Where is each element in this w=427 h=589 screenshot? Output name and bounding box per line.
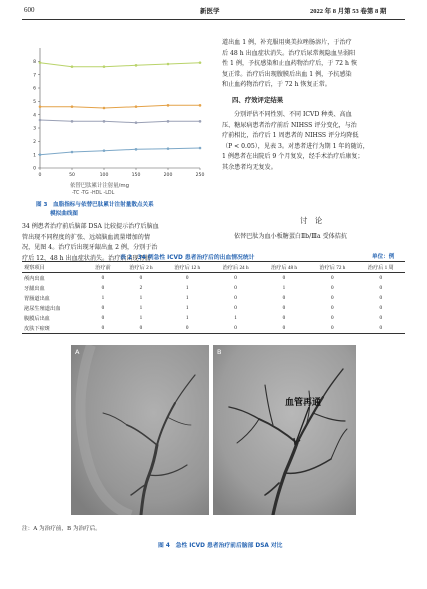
table-cell: 0 <box>282 275 286 281</box>
data-point-tc <box>103 65 106 68</box>
table-cell: 0 <box>331 285 334 291</box>
table-cell: 0 <box>101 305 105 311</box>
series-line-tg <box>40 105 200 108</box>
text-line: 压、糖尿病患者治疗前后 NIHSS 评分变化，与治 <box>222 121 357 129</box>
table-cell: 1 <box>139 315 143 321</box>
table-row <box>22 293 405 303</box>
series-line-tc <box>40 63 200 67</box>
y-tick-label: 4 <box>33 113 36 119</box>
text-line: 后 48 h 出血症状消失。治疗后尿常规隐血呈弱阳 <box>222 49 356 57</box>
table-cell: 0 <box>331 275 334 281</box>
table-cell: 0 <box>234 295 237 301</box>
data-point-tg <box>167 104 170 107</box>
column-header: 治疗前 <box>87 262 119 273</box>
row-label-cell: 皮肤下瘀斑 <box>24 325 50 332</box>
table-cell: 1 <box>139 295 143 301</box>
table-cell: 0 <box>379 295 383 301</box>
column-header: 观察项目 <box>22 262 87 273</box>
figure-4-caption: 图 4 急性 ICVD 患者治疗前后脑部 DSA 对比 <box>158 543 283 549</box>
table-cell: 0 <box>331 305 334 311</box>
y-tick-label: 0 <box>33 166 36 172</box>
text-line: 疗前相比，治疗后 1 周患者的 NIHSS 评分均降低 <box>222 132 359 140</box>
table-cell: 1 <box>185 305 189 311</box>
data-point-tg <box>199 104 202 107</box>
table-cell: 0 <box>379 275 383 281</box>
chart-x-label: 依替巴肽累计注射量/mg <box>70 183 130 189</box>
text-line: （P < 0.05），见表 3。对患者进行为期 1 年的随访， <box>222 142 369 150</box>
angiogram-after <box>213 345 356 515</box>
data-point-tg <box>71 105 74 108</box>
table-cell: 0 <box>101 325 105 331</box>
series-line-ldl <box>40 120 200 123</box>
data-point-ldl <box>39 119 42 122</box>
table-row <box>22 303 405 313</box>
data-point-tc <box>39 61 42 64</box>
y-tick-label: 8 <box>33 59 36 65</box>
table-row <box>22 313 405 323</box>
text-line: 依替巴肽为血小板糖蛋白Ⅱb/Ⅲa 受体拮抗 <box>234 233 347 240</box>
text-line: 分别评估不同性别、不同 ICVD 种类、高血 <box>234 111 352 118</box>
panel-label-b: B <box>217 348 222 356</box>
text-line: 况，见图 4。治疗后出现牙龈出血 2 例，分别于治 <box>22 244 158 252</box>
text-line: 性 1 例，予抗感染和止血药物治疗后，于 72 h 恢 <box>222 60 357 68</box>
y-tick-label: 6 <box>33 86 36 92</box>
data-point-tg <box>103 107 106 110</box>
y-tick-label: 3 <box>33 126 36 132</box>
row-label-cell: 腹膜后出血 <box>24 315 50 322</box>
caption-line: 模拟曲线图 <box>50 211 78 217</box>
y-tick-label: 2 <box>33 139 36 145</box>
table-cell: 1 <box>101 295 105 301</box>
table-cell: 0 <box>234 275 237 281</box>
table-cell: 0 <box>282 305 286 311</box>
page-number: 600 <box>24 6 35 14</box>
table-2-title: 表 2 34 例急性 ICVD 患者治疗后的出血情况统计 <box>120 255 255 261</box>
column-header: 治疗后 2 h <box>119 262 163 273</box>
y-tick-label: 7 <box>33 73 36 79</box>
data-point-hdl <box>135 148 138 151</box>
table-2 <box>22 261 405 334</box>
x-tick-label: 100 <box>99 173 109 178</box>
right-paragraph-3 <box>234 232 414 243</box>
section-4-title: 四、疗效评定结果 <box>232 96 284 104</box>
x-tick-label: 200 <box>163 173 173 178</box>
data-point-tc <box>167 63 170 66</box>
row-label-cell: 胃肠道出血 <box>24 295 50 302</box>
data-point-hdl <box>103 149 106 152</box>
table-unit: 单位：例 <box>372 254 395 260</box>
table-cell: 0 <box>139 325 143 331</box>
row-label-cell: 牙龈出血 <box>24 285 45 292</box>
table-cell: 0 <box>185 275 189 281</box>
table-cell: 1 <box>234 315 237 321</box>
data-point-ldl <box>167 120 170 123</box>
table-cell: 0 <box>234 325 237 331</box>
data-point-ldl <box>135 121 138 124</box>
table-cell: 0 <box>234 285 237 291</box>
x-tick-label: 250 <box>195 173 205 178</box>
column-header: 治疗后 72 h <box>308 262 356 273</box>
text-line: 其余患者均无复发。 <box>222 163 277 171</box>
right-paragraph-1 <box>222 38 412 91</box>
journal-name: 新医学 <box>200 7 220 15</box>
table-cell: 0 <box>379 285 383 291</box>
data-point-tc <box>199 61 202 64</box>
data-point-tg <box>135 105 138 108</box>
data-point-ldl <box>71 120 74 123</box>
table-cell: 0 <box>282 325 286 331</box>
table-row <box>22 273 405 284</box>
table-cell: 0 <box>331 325 334 331</box>
table-cell: 0 <box>101 315 105 321</box>
table-cell: 1 <box>282 285 286 291</box>
table-header-row <box>22 262 405 273</box>
table-cell: 0 <box>379 305 383 311</box>
table-row <box>22 323 405 333</box>
data-point-hdl <box>71 151 74 154</box>
text-line: 道出血 1 例，补充服用奥美拉唑肠溶片，于治疗 <box>222 39 352 46</box>
data-point-tc <box>135 64 138 67</box>
data-point-tc <box>71 65 74 68</box>
table-cell: 1 <box>185 285 189 291</box>
angiogram-before <box>71 345 209 515</box>
caption-line: 图 3 血脂指标与依替巴肽累计注射量散点关系 <box>36 202 154 208</box>
x-tick-label: 150 <box>131 173 141 178</box>
column-header: 治疗后 48 h <box>260 262 308 273</box>
figure-3-caption <box>36 201 154 219</box>
data-table <box>22 262 405 333</box>
table-cell: 2 <box>139 285 143 291</box>
table-cell: 1 <box>139 305 143 311</box>
table-cell: 0 <box>139 275 143 281</box>
text-line: 34 例患者治疗前后脑部 DSA 比较提示治疗后脑血 <box>22 223 159 230</box>
column-header: 治疗后 12 h <box>163 262 211 273</box>
text-line: 复正常。治疗后出现腹膜后出血 1 例，予抗感染 <box>222 70 352 78</box>
data-point-hdl <box>39 153 42 156</box>
text-line: 和止血药物治疗后，于 72 h 恢复正常。 <box>222 81 331 89</box>
table-cell: 0 <box>234 305 237 311</box>
table-cell: 1 <box>185 315 189 321</box>
table-cell: 1 <box>185 295 189 301</box>
text-line: 管出现不同程度的扩张、远端脑血流量增加的情 <box>22 233 150 241</box>
table-cell: 0 <box>379 315 383 321</box>
chart-legend: -TC -TG -HDL -LDL <box>72 191 115 196</box>
issue-info: 2022 年 8 月第 53 卷第 8 期 <box>310 8 387 15</box>
table-row <box>22 283 405 293</box>
column-header: 治疗后 1 周 <box>357 262 405 273</box>
table-cell: 0 <box>331 295 334 301</box>
line-chart <box>22 40 212 200</box>
data-point-tg <box>39 105 42 108</box>
row-label-cell: 泌尿生殖道出血 <box>24 305 61 312</box>
data-point-ldl <box>199 120 202 123</box>
series-line-hdl <box>40 148 200 155</box>
table-cell: 0 <box>282 295 286 301</box>
data-point-hdl <box>167 147 170 150</box>
data-point-ldl <box>103 120 106 123</box>
figure-4-note: 注：A 为治疗前，B 为治疗后。 <box>22 526 101 532</box>
x-tick-label: 0 <box>38 173 42 178</box>
table-cell: 0 <box>331 315 334 321</box>
table-cell: 0 <box>379 325 383 331</box>
y-tick-label: 5 <box>33 99 36 105</box>
header-rule <box>22 19 405 20</box>
panel-label-a: A <box>75 348 80 356</box>
text-line: 1 例患者在出院后 9 个月复发，经手术治疗后康复； <box>222 153 364 161</box>
dsa-image-after <box>213 345 356 515</box>
dsa-image-before <box>71 345 209 515</box>
table-cell: 0 <box>101 285 105 291</box>
x-tick-label: 50 <box>69 173 75 178</box>
column-header: 治疗后 24 h <box>211 262 259 273</box>
discussion-title: 讨 论 <box>300 216 323 225</box>
data-point-hdl <box>199 147 202 150</box>
recanalization-annotation: 血管再通 <box>285 398 322 408</box>
table-body <box>22 273 405 334</box>
y-tick-label: 1 <box>33 153 36 159</box>
text-line: 疗后 12、48 h 出血症状消失。治疗后出现胃肠 <box>22 254 151 262</box>
right-paragraph-2 <box>222 110 412 174</box>
table-cell: 0 <box>282 315 286 321</box>
figure-3-chart <box>22 40 212 200</box>
row-label-cell: 颅内出血 <box>24 275 45 282</box>
table-cell: 0 <box>185 325 189 331</box>
table-cell: 0 <box>101 275 105 281</box>
